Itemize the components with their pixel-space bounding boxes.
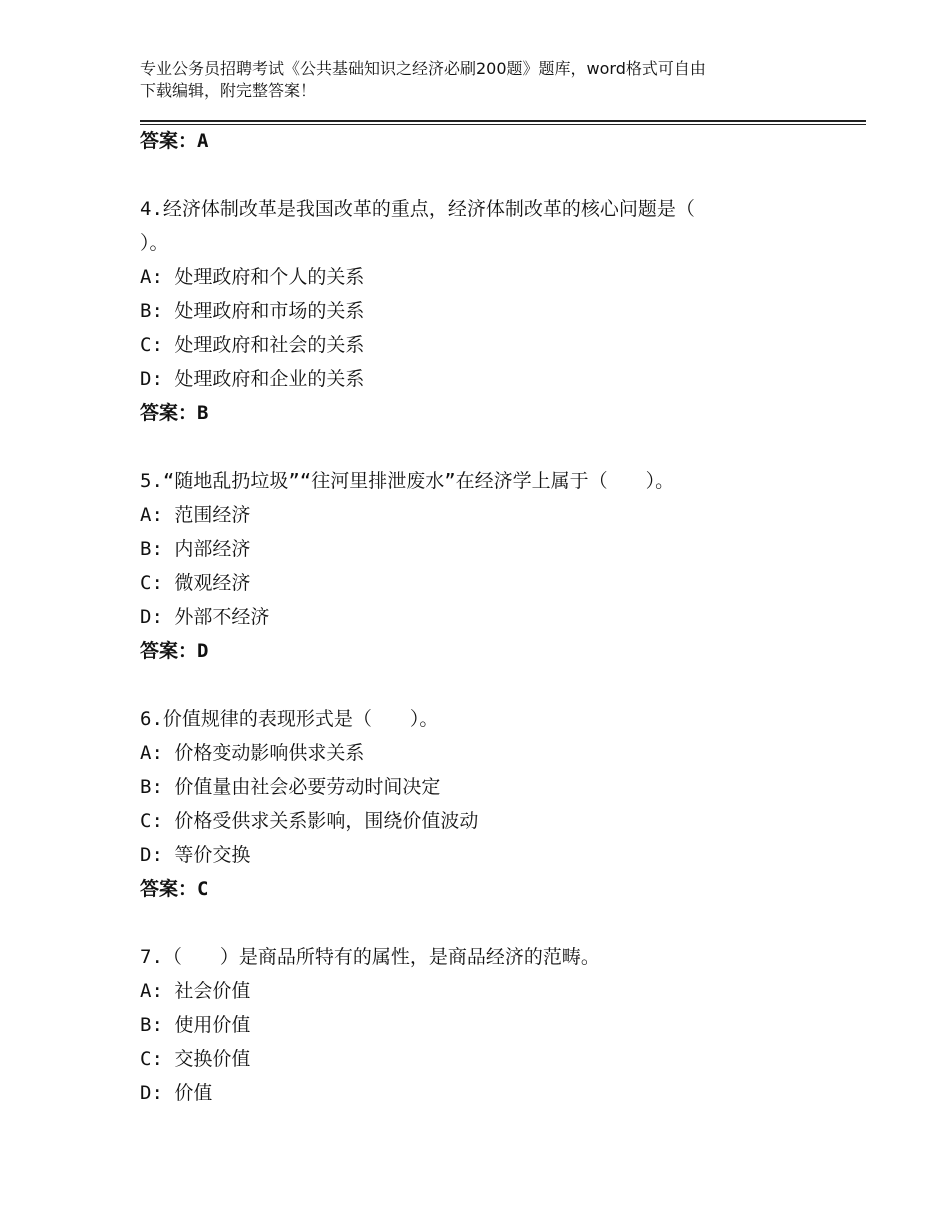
option-c: C: 处理政府和社会的关系 (140, 334, 365, 356)
option-b: B: 价值量由社会必要劳动时间决定 (140, 776, 441, 798)
option-c: C: 交换价值 (140, 1048, 251, 1070)
option-b: B: 内部经济 (140, 538, 251, 560)
option-c: C: 价格受供求关系影响，围绕价值波动 (140, 810, 479, 832)
option-d: D: 等价交换 (140, 844, 251, 866)
answer-value: C (197, 878, 209, 900)
document-body (140, 124, 840, 1110)
option-a: A: 范围经济 (140, 504, 251, 526)
option-d: D: 外部不经济 (140, 606, 270, 628)
answer-label: 答案： (140, 130, 198, 152)
question-stem: 5.“随地乱扔垃圾”“往河里排泄废水”在经济学上属于（ ）。 (140, 470, 675, 492)
page-header (140, 58, 820, 102)
header-rule-thick (140, 120, 866, 122)
header-line-1: 专业公务员招聘考试《公共基础知识之经济必刷200题》题库，word格式可自由 (140, 59, 706, 78)
answer-label: 答案： (140, 878, 198, 900)
option-a: A: 处理政府和个人的关系 (140, 266, 365, 288)
answer-line (140, 872, 840, 906)
question-stem: 4.经济体制改革是我国改革的重点，经济体制改革的核心问题是（ (140, 198, 695, 220)
question-stem: 6.价值规律的表现形式是（ ）。 (140, 708, 439, 730)
answer-label: 答案： (140, 402, 198, 424)
answer-line (140, 634, 840, 668)
option-a: A: 价格变动影响供求关系 (140, 742, 365, 764)
answer-value: D (197, 640, 209, 662)
header-line-2: 下载编辑，附完整答案！ (140, 81, 317, 100)
answer-line (140, 396, 840, 430)
option-b: B: 处理政府和市场的关系 (140, 300, 365, 322)
question-5 (140, 464, 840, 668)
option-b: B: 使用价值 (140, 1014, 251, 1036)
question-7 (140, 940, 840, 1110)
option-d: D: 价值 (140, 1082, 213, 1104)
question-6 (140, 702, 840, 906)
question-stem: 7.（ ）是商品所特有的属性，是商品经济的范畴。 (140, 946, 600, 968)
option-a: A: 社会价值 (140, 980, 251, 1002)
question-stem-cont: ）。 (140, 232, 169, 254)
answer-label: 答案： (140, 640, 198, 662)
option-c: C: 微观经济 (140, 572, 251, 594)
answer-line-prev (140, 124, 840, 158)
question-4 (140, 192, 840, 430)
answer-value: B (197, 402, 209, 424)
answer-value: A (197, 130, 209, 152)
option-d: D: 处理政府和企业的关系 (140, 368, 365, 390)
